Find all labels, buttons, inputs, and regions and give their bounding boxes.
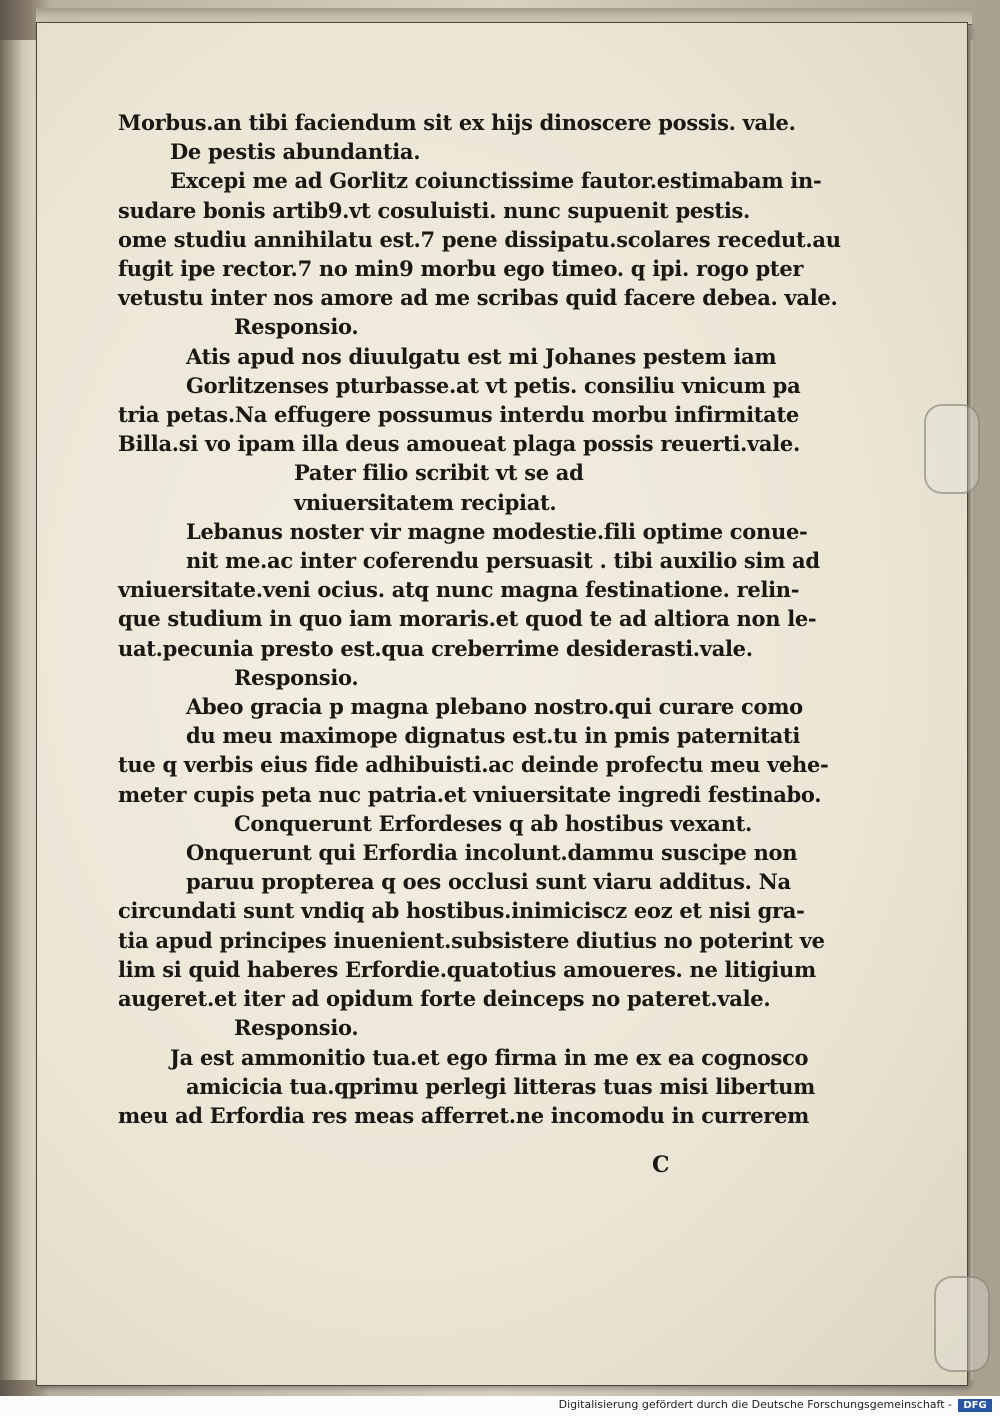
text-line: meu ad Erfordia res meas afferret.ne incomodu in currerem (118, 1102, 810, 1128)
text-line: amicicia tua.qprimu perlegi litteras tuas misi libertum (186, 1073, 816, 1099)
text-line: Excepi me ad Gorlitz coiunctissime fautor.estimabam in- (170, 168, 822, 194)
text-line: ome studiu annihilatu est.7 pene dissipatu.scolares recedut.au (118, 226, 841, 252)
text-line: Abeo gracia p magna plebano nostro.qui curare como (186, 694, 803, 720)
text-line: du meu maximope dignatus est.tu in pmis paternitati (186, 723, 801, 749)
previous-page-edge (0, 40, 39, 1380)
text-line: Atis apud nos diuulgatu est mi Johanes pestem iam (186, 343, 777, 369)
footer-bar (0, 1396, 1000, 1416)
text-line: paruu propterea q oes occlusi sunt viaru additus. Na (186, 869, 791, 895)
text-line: Lebanus noster vir magne modestie.fili optime conue- (186, 518, 808, 544)
text-line: tue q verbis eius fide adhibuisti.ac deinde profectu meu vehe- (118, 752, 829, 778)
section-heading: Responsio. (234, 664, 359, 690)
section-heading: vniuersitatem recipiat. (294, 489, 557, 515)
section-heading: Responsio. (234, 1015, 359, 1041)
text-line: circundati sunt vndiq ab hostibus.inimiciscz eoz et nisi gra- (118, 898, 805, 924)
text-line: tia apud principes inuenient.subsistere diutius no poterint ve (118, 927, 825, 953)
text-line: Ja est ammonitio tua.et ego firma in me ex ea cognosco (170, 1044, 809, 1070)
text-line: vetustu inter nos amore ad me scribas quid facere debea. vale. (118, 285, 838, 311)
text-line: Onquerunt qui Erfordia incolunt.dammu suscipe non (186, 840, 798, 866)
text-line: nit me.ac inter coferendu persuasit . tibi auxilio sim ad (186, 548, 820, 574)
section-heading: De pestis abundantia. (170, 139, 421, 165)
text-line: augeret.et iter ad opidum forte deinceps no pateret.vale. (118, 986, 771, 1012)
text-line: tria petas.Na effugere possumus interdu morbu infirmitate (118, 402, 799, 428)
section-heading: Pater filio scribit vt se ad (294, 460, 584, 486)
page-clip-bottom (934, 1276, 990, 1372)
text-line: que studium in quo iam moraris.et quod te ad altiora non le- (118, 606, 817, 632)
section-heading: Responsio. (234, 314, 359, 340)
text-line: fugit ipe rector.7 no min9 morbu ego timeo. q ipi. rogo pter (118, 256, 804, 282)
text-line: uat.pecunia presto est.qua creberrime desiderasti.vale. (118, 635, 753, 661)
text-line: lim si quid haberes Erfordie.quatotius amoueres. ne litigium (118, 956, 816, 982)
page-clip-top (924, 404, 980, 494)
text-line: Gorlitzenses pturbasse.at vt petis. consiliu vnicum pa (186, 372, 801, 398)
text-line: vniuersitate.veni ocius. atq nunc magna festinatione. relin- (118, 577, 800, 603)
text-line: Morbus.an tibi faciendum sit ex hijs dinoscere possis. vale. (118, 110, 796, 135)
funding-notice: Digitalisierung gefördert durch die Deutsche Forschungsgemeinschaft - (558, 1398, 952, 1411)
text-line: sudare bonis artib9.vt cosuluisti. nunc supuenit pestis. (118, 197, 751, 223)
catchword: C (652, 1152, 670, 1178)
text-line: Billa.si vo ipam illa deus amoueat plaga possis reuerti.vale. (118, 431, 800, 457)
page-text-block (118, 108, 841, 1130)
text-line: meter cupis peta nuc patria.et vniuersitate ingredi festinabo. (118, 781, 822, 807)
dfg-logo: DFG (958, 1399, 992, 1412)
section-heading: Conquerunt Erfordeses q ab hostibus vexant. (234, 810, 752, 836)
